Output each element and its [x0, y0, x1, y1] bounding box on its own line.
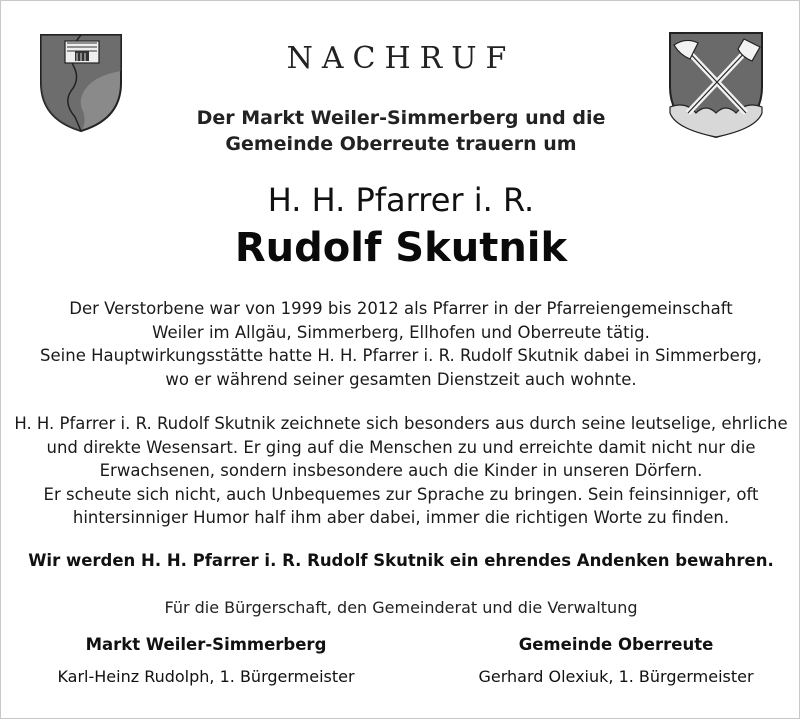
signature-block-oberreute [456, 635, 776, 687]
intro-line: Gemeinde Oberreute trauern um [225, 133, 577, 155]
text-line: Der Verstorbene war von 1999 bis 2012 als Pfarrer in der Pfarreiengemeinschaft [69, 299, 733, 318]
character-paragraph [1, 412, 800, 530]
closing-statement: Wir werden H. H. Pfarrer i. R. Rudolf Skutnik ein ehrendes Andenken bewahren. [28, 551, 774, 570]
text-line: Erwachsenen, sondern insbesondere auch die Kinder in unseren Dörfern. [99, 461, 703, 480]
notice-heading: NACHRUF [286, 41, 516, 76]
text-line: Er scheute sich nicht, auch Unbequemes zur Sprache zu bringen. Sein feinsinniger, oft [43, 484, 759, 504]
text-line: hintersinniger Humor half ihm aber dabei, immer die richtigen Worte zu finden. [72, 508, 730, 527]
text-line: und direkte Wesensart. Er ging auf die Menschen zu und erreichte damit nicht nur die [46, 437, 756, 457]
signature-person: Karl-Heinz Rudolph, 1. Bürgermeister [57, 667, 355, 686]
deceased-title: H. H. Pfarrer i. R. [267, 181, 535, 219]
on-behalf-line: Für die Bürgerschaft, den Gemeinderat und die Verwaltung [164, 598, 638, 617]
text-line: H. H. Pfarrer i. R. Rudolf Skutnik zeichnete sich besonders aus durch seine leutselige, ehrliche [14, 414, 788, 433]
intro-line: Der Markt Weiler-Simmerberg und die [196, 107, 606, 129]
text-line: Seine Hauptwirkungsstätte hatte H. H. Pfarrer i. R. Rudolf Skutnik dabei in Simmerberg, [40, 346, 762, 365]
signature-organization: Gemeinde Oberreute [518, 635, 714, 654]
signature-organization: Markt Weiler-Simmerberg [85, 635, 327, 654]
intro-text [1, 105, 800, 157]
signature-block-weiler-simmerberg [41, 635, 371, 687]
deceased-name: Rudolf Skutnik [234, 225, 568, 271]
biography-paragraph [1, 297, 800, 391]
text-line: Weiler im Allgäu, Simmerberg, Ellhofen und Oberreute tätig. [152, 322, 650, 342]
text-line: wo er während seiner gesamten Dienstzeit auch wohnte. [165, 369, 637, 389]
signature-person: Gerhard Olexiuk, 1. Bürgermeister [478, 667, 754, 686]
